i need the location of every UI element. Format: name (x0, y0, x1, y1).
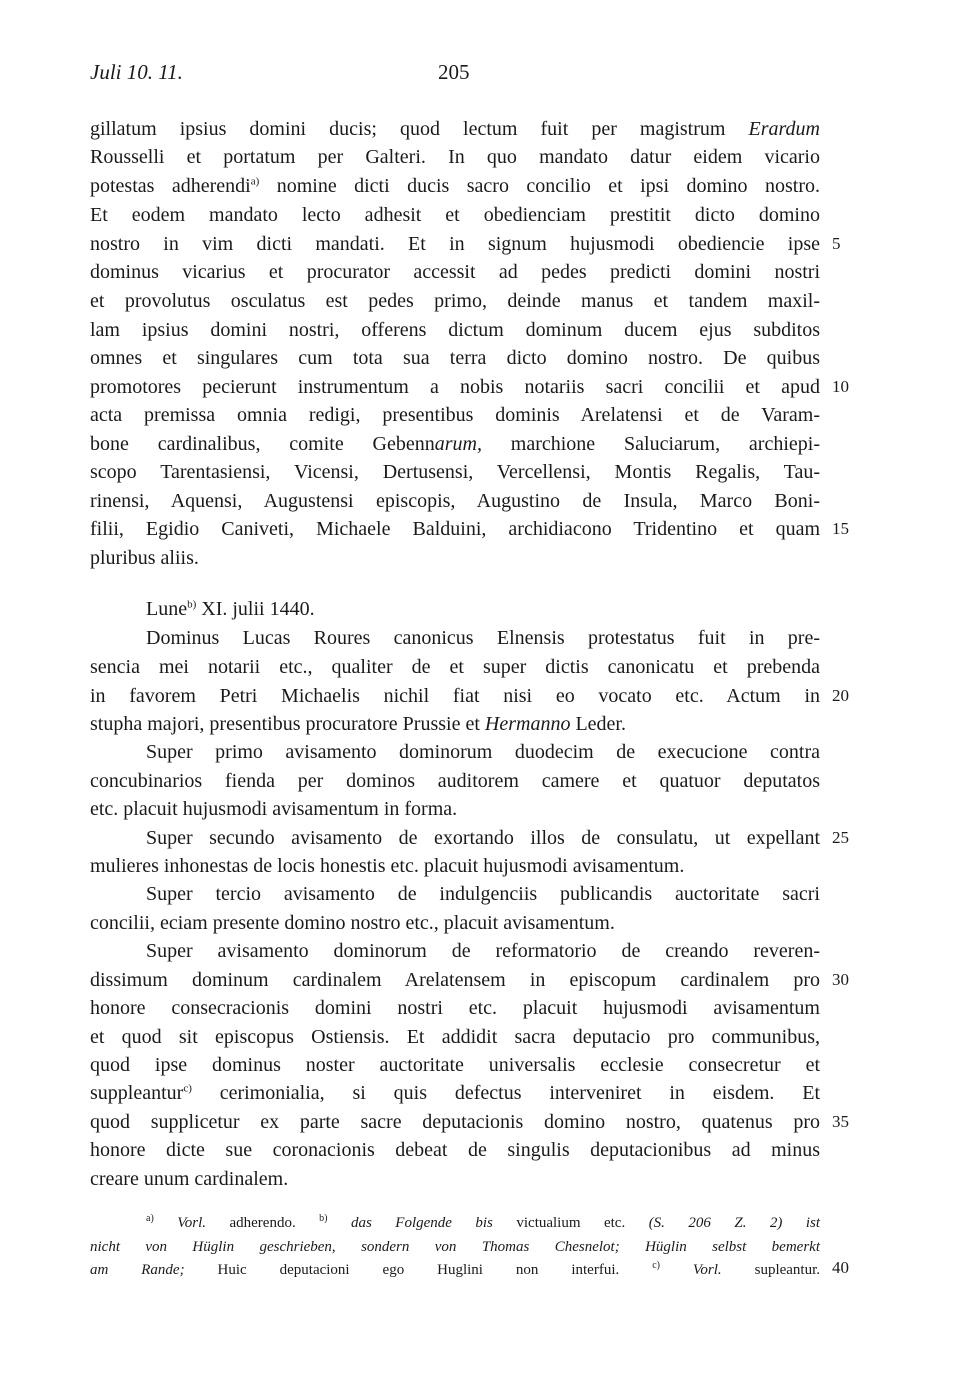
text-line: et provolutus osculatus est pedes primo, deinde manus et tandem maxil- (90, 290, 820, 312)
line-number: 25 (832, 828, 849, 847)
text-line: mulieres inhonestas de locis honestis etc. placuit hujusmodi avisamentum. (90, 855, 685, 877)
footnote-ref-a: a) (250, 175, 260, 188)
footnote-line: nicht von Hüglin geschrieben, sondern von Thomas Chesnelot; Hüglin selbst bemerkt (90, 1239, 820, 1255)
italic-name: Erardum (748, 118, 820, 140)
text-line: lam ipsius domini nostri, offerens dictum dominum ducem ejus subditos (90, 319, 820, 341)
text-line: suppleantur$^{c)}$ cerimonialia, si quis defectus interveniret in eisdem. Et (90, 1082, 820, 1104)
text-line: Dominus Lucas Roures canonicus Elnensis protestatus fuit in pre- (146, 627, 820, 649)
text-line: scopo Tarentasiensi, Vicensi, Dertusensi, Vercellensi, Montis Regalis, Tau- (90, 461, 820, 483)
footnote-c: $^{c)}$ Vorl. supleantur. (652, 1260, 821, 1278)
text-line: nostro in vim dicti mandati. Et in signum hujusmodi obediencie ipse (90, 233, 820, 255)
page-number: 205 (438, 60, 470, 84)
text-line: Super avisamento dominorum de reformatorio de creando reveren- (146, 940, 820, 962)
line-number: 30 (832, 970, 849, 989)
line-number: 35 (832, 1112, 849, 1131)
line-number: 10 (832, 377, 849, 396)
text-line: concilii, eciam presente domino nostro etc., placuit avisamentum. (90, 912, 615, 934)
footnote-b: $^{b)}$ das Folgende bis victualium etc. (S. 206 Z. 2) ist (319, 1213, 821, 1231)
text-line: pluribus aliis. (90, 547, 199, 569)
text-line: potestas adherendi$^{a)}$ nomine dicti ducis sacro concilio et ipsi domino nostro. (90, 175, 820, 197)
text-line: Super tercio avisamento de indulgenciis publicandis auctoritate sacri (146, 883, 820, 905)
text-line: bone cardinalibus, comite Gebennarum, marchione Saluciarum, archiepi- (90, 433, 820, 455)
text-line: quod supplicetur ex parte sacre deputacionis domino nostro, quatenus pro (90, 1111, 820, 1133)
footnote-ref-b: b) (187, 598, 197, 611)
line-number: 20 (832, 686, 849, 705)
footnote-line (146, 1212, 820, 1234)
text-line: et quod sit episcopus Ostiensis. Et addidit sacra deputacio pro communibus, (90, 1026, 820, 1048)
text-line: rinensi, Aquensi, Augustensi episcopis, Augustino de Insula, Marco Boni- (90, 490, 820, 512)
footnote-a: $^{a)}$ Vorl. adherendo. (146, 1213, 296, 1231)
italic-fragment: arum, (434, 433, 482, 455)
text-line: in favorem Petri Michaelis nichil fiat nisi eo vocato etc. Actum in (90, 685, 820, 707)
text-line: etc. placuit hujusmodi avisamentum in forma. (90, 798, 458, 820)
italic-name: Hermanno (484, 713, 571, 735)
date-heading: Lune$^{b)}$ XI. julii 1440. (146, 598, 315, 620)
line-number: 5 (832, 234, 841, 253)
footnote-line: am Rande; Huic deputacioni ego Huglini non interfui. $^{c)}$ Vorl. supleantur. (90, 1260, 821, 1278)
text-line: gillatum ipsius domini ducis; quod lectum fuit per magistrum Erardum (90, 118, 820, 140)
running-head-date: Juli 10. 11. (90, 60, 183, 84)
text-line: dominus vicarius et procurator accessit ad pedes predicti domini nostri (90, 261, 820, 283)
line-number: 40 (832, 1258, 849, 1277)
text-line: stupha majori, presentibus procuratore Prussie et Hermanno Leder. (90, 713, 626, 735)
text-line: creare unum cardinalem. (90, 1168, 289, 1190)
text-line: dissimum dominum cardinalem Arelatensem in episcopum cardinalem pro (90, 969, 820, 991)
text-line: Super primo avisamento dominorum duodecim de execucione contra (146, 741, 820, 763)
footnote-ref-c: c) (183, 1082, 192, 1095)
text-line: filii, Egidio Caniveti, Michaele Balduini, archidiacono Tridentino et quam (90, 518, 820, 540)
text-line: Super secundo avisamento de exortando illos de consulatu, ut expellant (146, 827, 820, 849)
text-line: Et eodem mandato lecto adhesit et obedienciam prestitit dicto domino (90, 204, 820, 226)
text-line: acta premissa omnia redigi, presentibus dominis Arelatensi et de Varam- (90, 404, 820, 426)
text-line: quod ipse dominus noster auctoritate universalis ecclesie consecretur et (90, 1054, 820, 1076)
text-line: sencia mei notarii etc., qualiter de et super dictis canonicatu et prebenda (90, 656, 820, 678)
text-line: omnes et singulares cum tota sua terra dicto domino nostro. De quibus (90, 347, 820, 369)
line-number: 15 (832, 519, 849, 538)
text-line: Rousselli et portatum per Galteri. In quo mandato datur eidem vicario (90, 146, 820, 168)
text-line: honore consecracionis domini nostri etc. placuit hujusmodi avisamentum (90, 997, 820, 1019)
text-line: promotores pecierunt instrumentum a nobis notariis sacri concilii et apud (90, 376, 820, 398)
text-line: concubinarios fienda per dominos auditorem camere et quatuor deputatos (90, 770, 820, 792)
text-line: honore dicte sue coronacionis debeat de singulis deputacionibus ad minus (90, 1139, 820, 1161)
